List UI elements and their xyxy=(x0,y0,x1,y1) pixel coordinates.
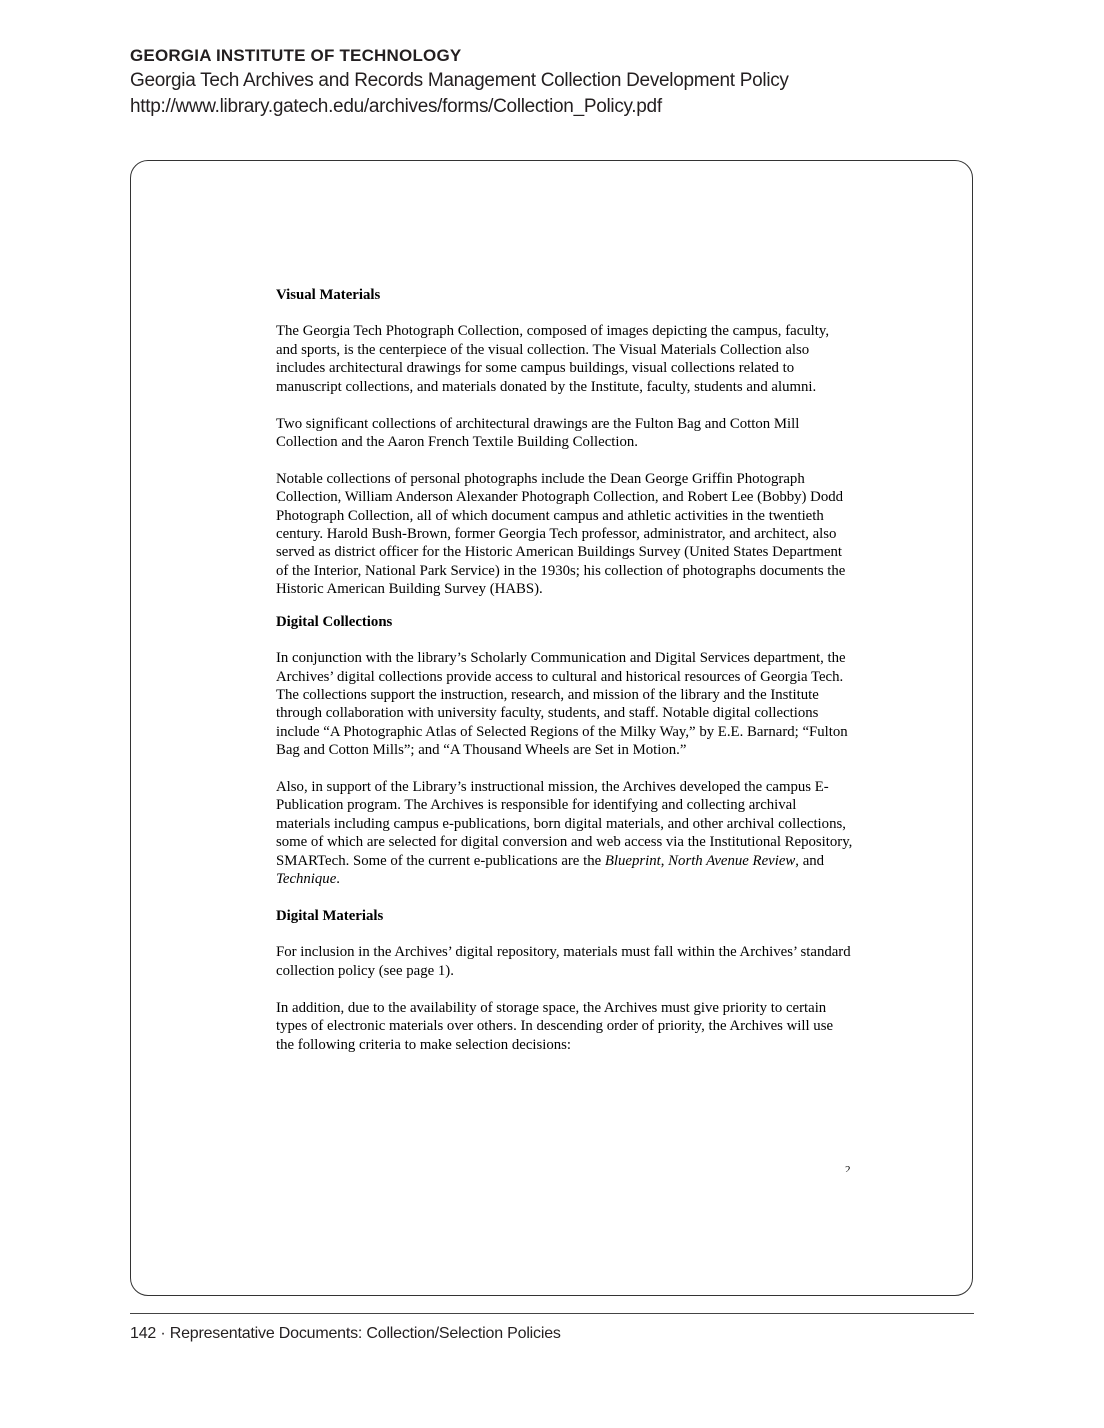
paragraph: Notable collections of personal photographs include the Dean George Griffin Photograph Collection, William Anderson Alexander Photograph Collection, and Robert Lee (Bobby) Dodd Photograph Collection, all of which document campus and athletic activities in the twentieth century. Harold Bush-Brown, former Georgia Tech professor, administrator, and architect, also served as district officer for the Historic American Buildings Survey (United States Department of the Interior, National Park Service) in the 1930s; his collection of photographs documents the Historic American Building Survey (HABS). xyxy=(276,470,846,598)
policy-page xyxy=(276,286,854,1072)
publication-title: Technique xyxy=(276,871,337,888)
paragraph: In addition, due to the availability of storage space, the Archives must give priority to certain types of electronic materials over others. In descending order of priority, the Archives will use the following criteria to make selection decisions: xyxy=(276,999,834,1053)
paragraph: The Georgia Tech Photograph Collection, composed of images depicting the campus, faculty, and sports, is the centerpiece of the visual collection. The Visual Materials Collection also includes architectural drawings for some campus buildings, visual collections related to manuscript collections, and materials donated by the Institute, faculty, students and alumni. xyxy=(276,323,830,395)
section-heading-digital-collections: Digital Collections xyxy=(276,613,393,630)
page-footer: 142 · Representative Documents: Collection/Selection Policies xyxy=(130,1325,561,1342)
section-heading-digital-materials: Digital Materials xyxy=(276,907,384,924)
publication-title: Blueprint xyxy=(604,852,661,869)
paragraph-text: Also, in support of the Library’s instructional mission, the Archives developed the campus E-Publication program. The Archives is responsible for identifying and collecting archival materials including campus e-publications, born digital materials, and other archival collections, some of which are selected for digital conversion and web access via the Institutional Repository, SMARTech. Some of the current e-publications are the xyxy=(276,779,853,869)
source-url: http://www.library.gatech.edu/archives/forms/Collection_Policy.pdf xyxy=(130,96,662,117)
document-title: Georgia Tech Archives and Records Management Collection Development Policy xyxy=(130,70,789,91)
paragraph: Two significant collections of architectural drawings are the Fulton Bag and Cotton Mill Collection and the Aaron French Textile Building Collection. xyxy=(276,415,800,450)
page-number: 2 xyxy=(845,1164,851,1172)
document-header xyxy=(130,44,789,120)
separator: , and xyxy=(795,852,825,869)
paragraph: In conjunction with the library’s Scholarly Communication and Digital Services department, the Archives’ digital collections provide access to cultural and historical resources of Georgia Tech. The collections support the instruction, research, and mission of the library and the Institute through collaboration with university faculty, students, and staff. Notable digital collections include “A Photographic Atlas of Selected Regions of the Milky Way,” by E.E. Barnard; “Fulton Bag and Cotton Mills”; and “A Thousand Wheels are Set in Motion.” xyxy=(276,650,848,759)
footer-divider xyxy=(130,1313,974,1314)
paragraph: For inclusion in the Archives’ digital repository, materials must fall within the Archives’ standard collection policy (see page 1). xyxy=(276,944,851,979)
paragraph xyxy=(276,778,854,888)
section-heading-visual-materials: Visual Materials xyxy=(276,287,381,303)
separator: . xyxy=(336,871,340,888)
publication-title: North Avenue Review xyxy=(668,852,796,869)
institution-name: GEORGIA INSTITUTE OF TECHNOLOGY xyxy=(130,46,462,65)
separator: , xyxy=(660,852,669,869)
